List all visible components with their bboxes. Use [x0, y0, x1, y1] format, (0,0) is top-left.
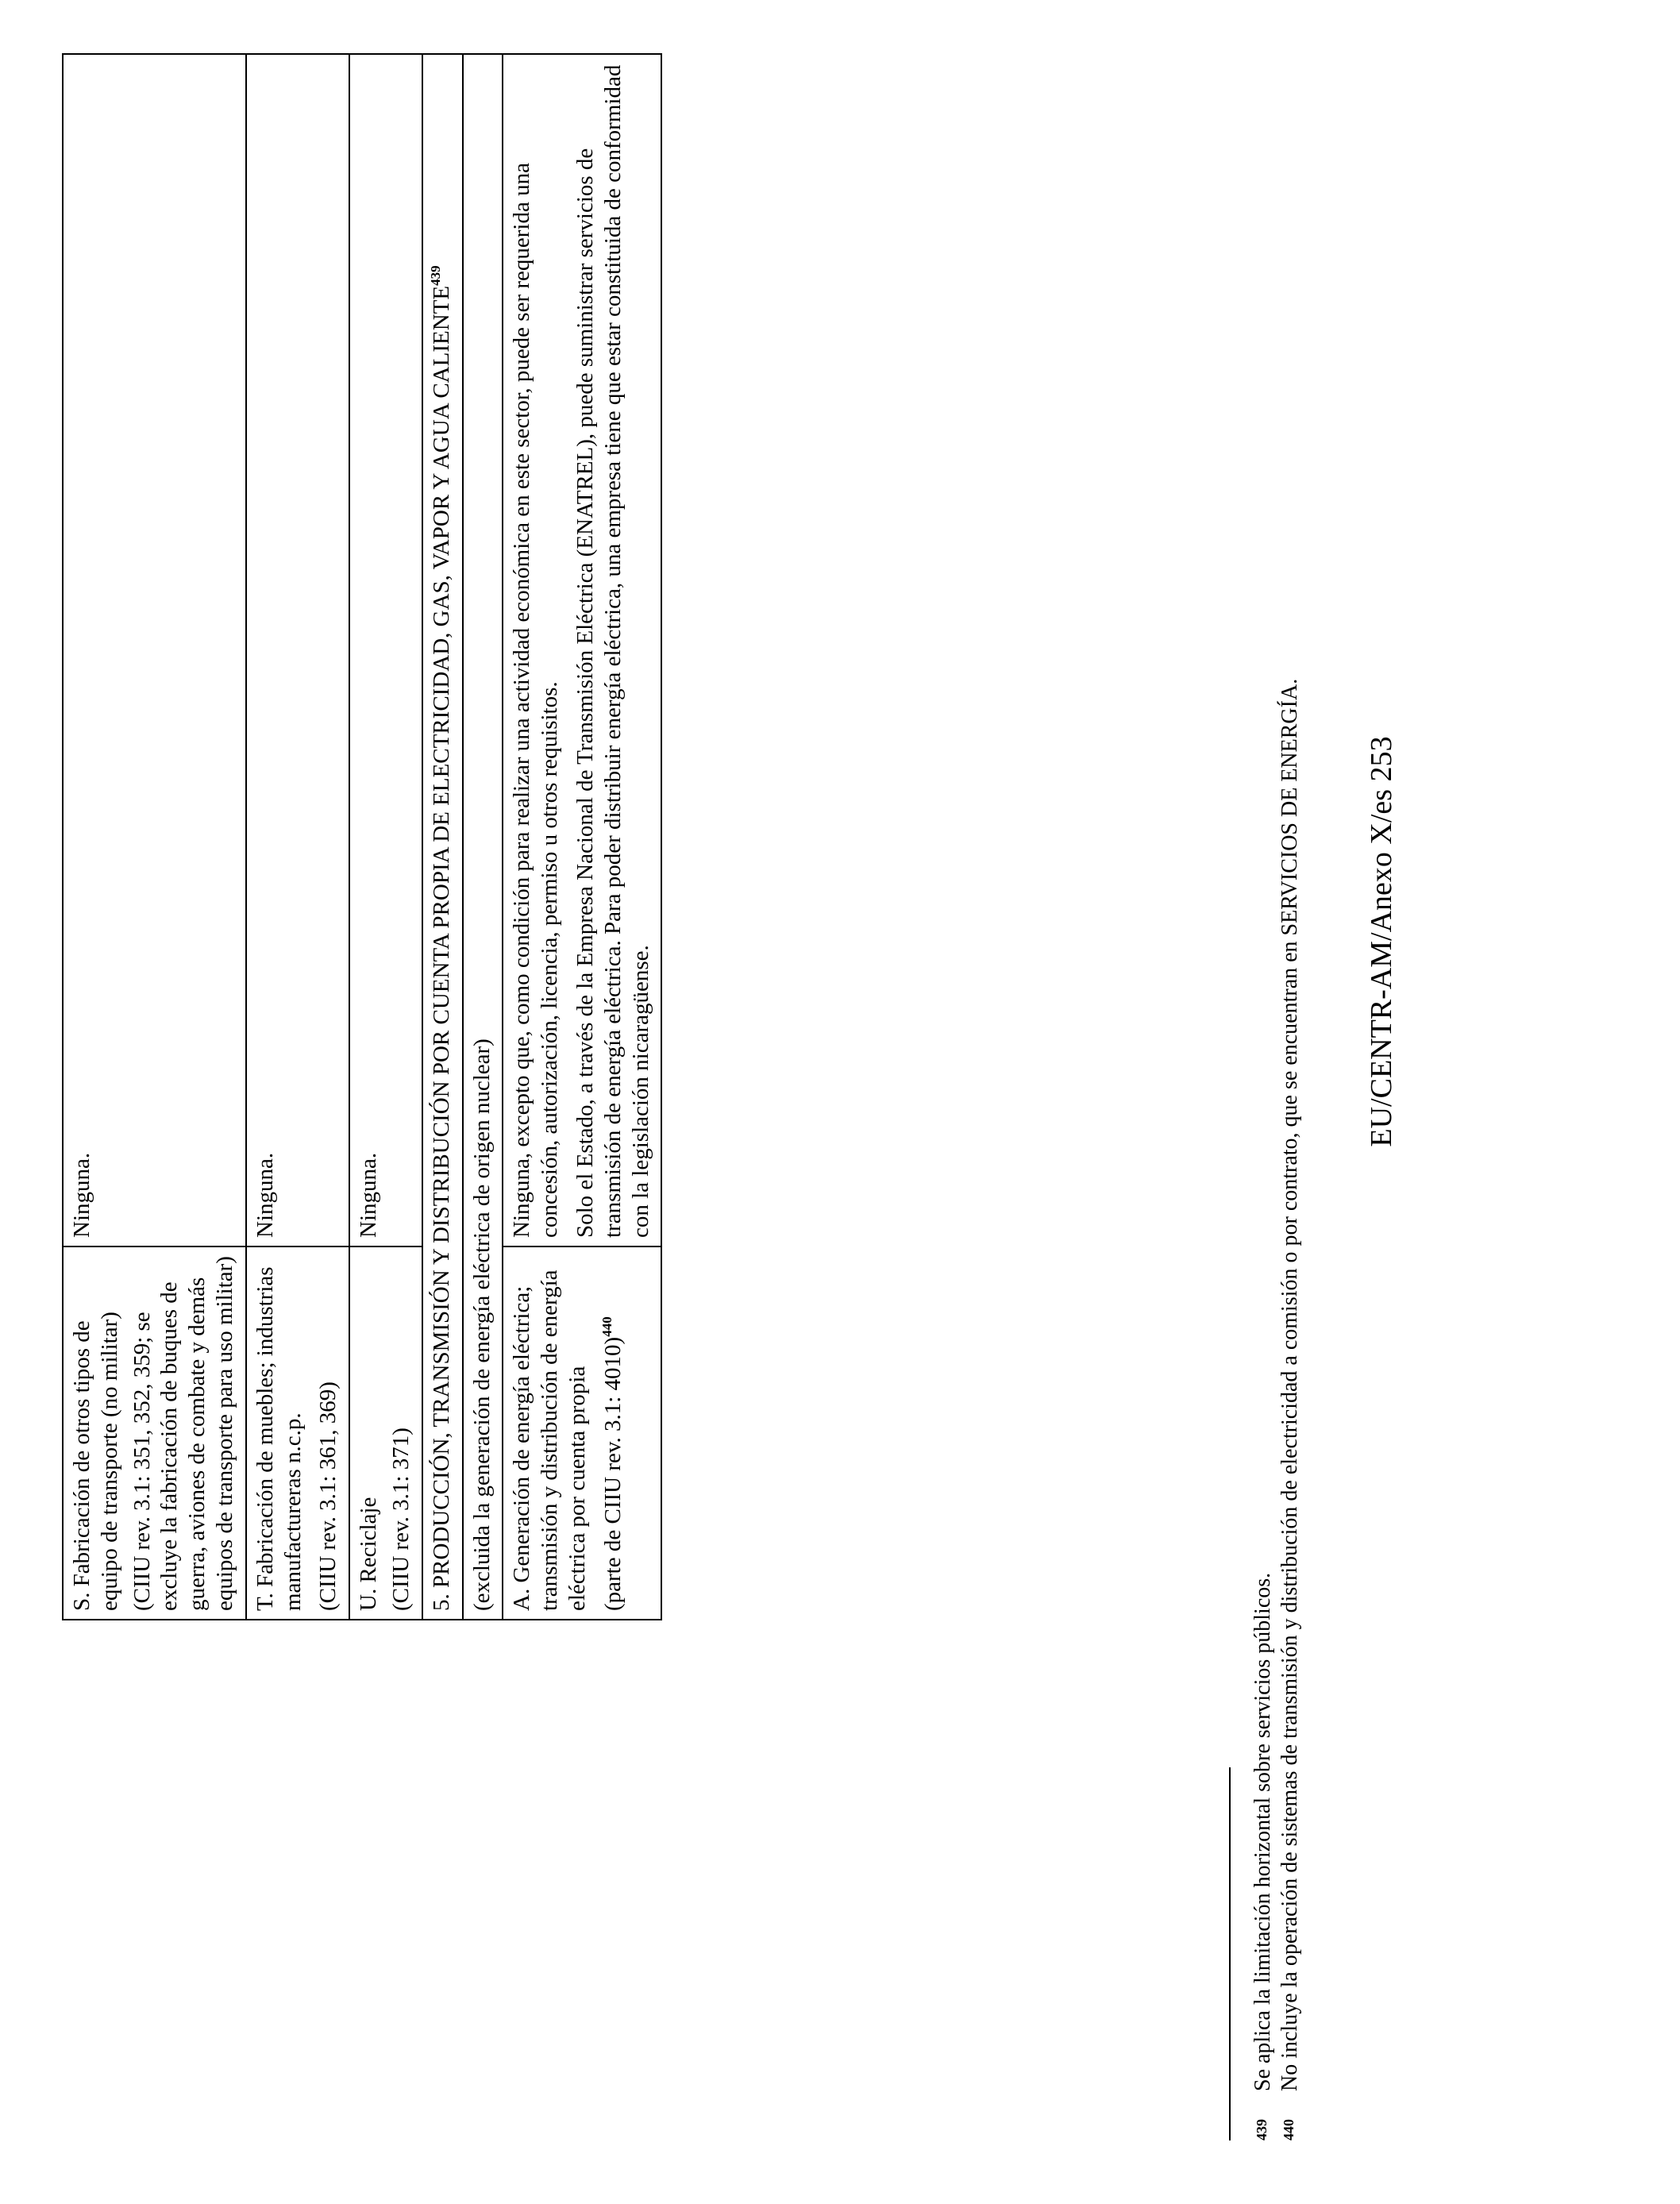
- reservation-text: Solo el Estado, a través de la Empresa Nacional de Transmisión Eléctrica (ENATREL), puede suministrar servicios de transmisión de energía eléctrica. Para poder distribuir energía eléctrica, una empresa tiene que estar constituida de conformidad con la legislación nicaragüense.: [572, 64, 653, 1238]
- section-heading-row: [422, 54, 463, 1620]
- page-reference: EU/CENTR-AM/Anexo X/es 253: [1365, 736, 1398, 1147]
- footnote-number: 440: [1280, 2119, 1297, 2140]
- section-note: (excluida la generación de energía eléctrica de origen nuclear): [468, 1038, 495, 1611]
- sector-classification-text: (parte de CIIU rev. 3.1: 4010): [599, 1336, 626, 1611]
- table-row: [349, 54, 422, 1620]
- table-row: [63, 54, 246, 1620]
- reservation-cell: [503, 54, 661, 1246]
- section-note-row: [463, 54, 503, 1620]
- section-note-cell: [463, 54, 503, 1620]
- footnote-text: No incluye la operación de sistemas de transmisión y distribución de electricidad a comisión o por contrato, que se encuentran en SERVICIOS DE ENERGÍA.: [1277, 678, 1302, 2091]
- table-row: [246, 54, 349, 1620]
- footnote: [1277, 76, 1304, 2140]
- section-heading: [428, 63, 456, 1611]
- footnote: [1250, 76, 1277, 2140]
- sector-cell: [503, 1246, 661, 1620]
- sector-title: T. Fabricación de muebles; industrias manufactureras n.c.p.: [252, 1266, 306, 1611]
- reservation-text: Ninguna.: [252, 1152, 278, 1238]
- sector-title: S. Fabricación de otros tipos de equipo de transporte (no militar): [69, 1312, 122, 1611]
- sector-classification: (CIIU rev. 3.1: 351, 352, 359; se excluye la fabricación de buques de guerra, aviones de combate y demás equipos de transporte para uso militar): [129, 1256, 237, 1611]
- table-row: [503, 54, 661, 1620]
- section-heading-text: 5. PRODUCCIÓN, TRANSMISIÓN Y DISTRIBUCIÓN POR CUENTA PROPIA DE ELECTRICIDAD, GAS, VAPOR Y AGUA CALIENTE: [428, 285, 454, 1611]
- sector-title: U. Reciclaje: [356, 1497, 382, 1611]
- footnote-number: 439: [1254, 2119, 1270, 2140]
- schedule-table: [62, 53, 662, 1620]
- sector-cell: [349, 1246, 422, 1620]
- section-heading-cell: [422, 54, 463, 1620]
- reservation-text: Ninguna.: [69, 1152, 94, 1238]
- footnote-ref: 440: [599, 1316, 615, 1337]
- reservation-text: Ninguna, excepto que, como condición para realizar una actividad económica en este sector, puede ser requerida una concesión, autorización, licencia, permiso u otros requisitos.: [509, 163, 563, 1238]
- footnote-divider: [1229, 1767, 1231, 2140]
- footnote-ref: 439: [427, 265, 443, 286]
- reservation-cell: [63, 54, 246, 1246]
- reservation-cell: [246, 54, 349, 1246]
- reservation-cell: [349, 54, 422, 1246]
- footnotes: [1229, 76, 1303, 2140]
- sector-cell: [246, 1246, 349, 1620]
- sector-classification: (CIIU rev. 3.1: 361, 369): [315, 1381, 341, 1611]
- sector-classification: [599, 1255, 627, 1611]
- sector-classification: (CIIU rev. 3.1: 371): [387, 1428, 414, 1611]
- reservation-text: Ninguna.: [356, 1152, 382, 1238]
- sector-title: A. Generación de energía eléctrica; transmisión y distribución de energía eléctrica por cuenta propia: [509, 1270, 590, 1611]
- sector-cell: [63, 1246, 246, 1620]
- footnote-text: Se aplica la limitación horizontal sobre servicios públicos.: [1250, 1572, 1275, 2091]
